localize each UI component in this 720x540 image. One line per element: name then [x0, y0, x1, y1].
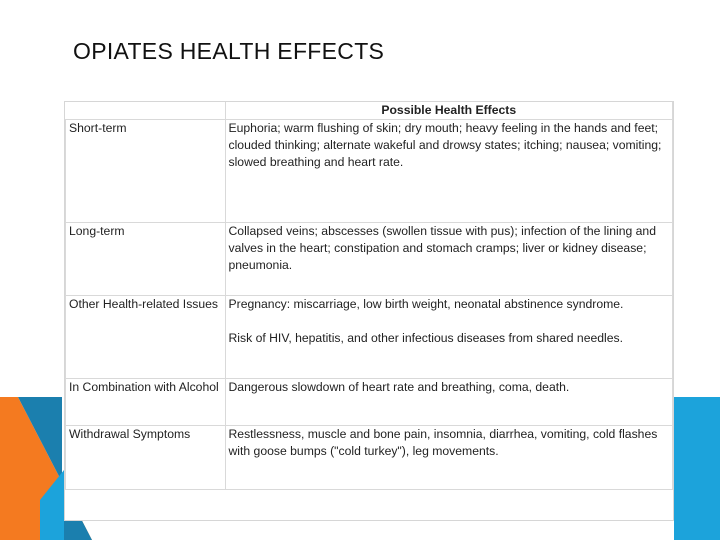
row-text-secondary: Risk of HIV, hepatitis, and other infectious diseases from shared needles. — [228, 331, 624, 345]
column-header: Possible Health Effects — [225, 102, 673, 120]
table-row — [66, 296, 673, 379]
row-label: Short-term — [66, 120, 226, 223]
health-effects-table — [65, 102, 673, 490]
row-text: Restlessness, muscle and bone pain, insomnia, diarrhea, vomiting, cold flashes with goose bumps ("cold turkey"), leg movements. — [225, 426, 673, 490]
paragraph-gap — [229, 313, 670, 330]
row-text: Euphoria; warm flushing of skin; dry mouth; heavy feeling in the hands and feet; clouded thinking; alternate wakeful and drowsy states; itching; nausea; vomiting; slowed breathing and heart rate. — [225, 120, 673, 223]
table-row — [66, 223, 673, 296]
row-text-cell — [225, 296, 673, 379]
header-blank-cell — [66, 102, 226, 120]
row-text: Dangerous slowdown of heart rate and breathing, coma, death. — [225, 379, 673, 426]
blue-corner-shape — [674, 397, 720, 540]
table-header-row — [66, 102, 673, 120]
page-title: OPIATES HEALTH EFFECTS — [73, 38, 385, 64]
table-row — [66, 120, 673, 223]
row-label: Long-term — [66, 223, 226, 296]
row-label: Withdrawal Symptoms — [66, 426, 226, 490]
row-text: Pregnancy: miscarriage, low birth weight, neonatal abstinence syndrome. — [228, 297, 624, 311]
row-label: In Combination with Alcohol — [66, 379, 226, 426]
row-label: Other Health-related Issues — [66, 296, 226, 379]
table-row — [66, 379, 673, 426]
table-row — [66, 426, 673, 490]
row-text: Collapsed veins; abscesses (swollen tissue with pus); infection of the lining and valves in the heart; constipation and stomach cramps; liver or kidney disease; pneumonia. — [225, 223, 673, 296]
